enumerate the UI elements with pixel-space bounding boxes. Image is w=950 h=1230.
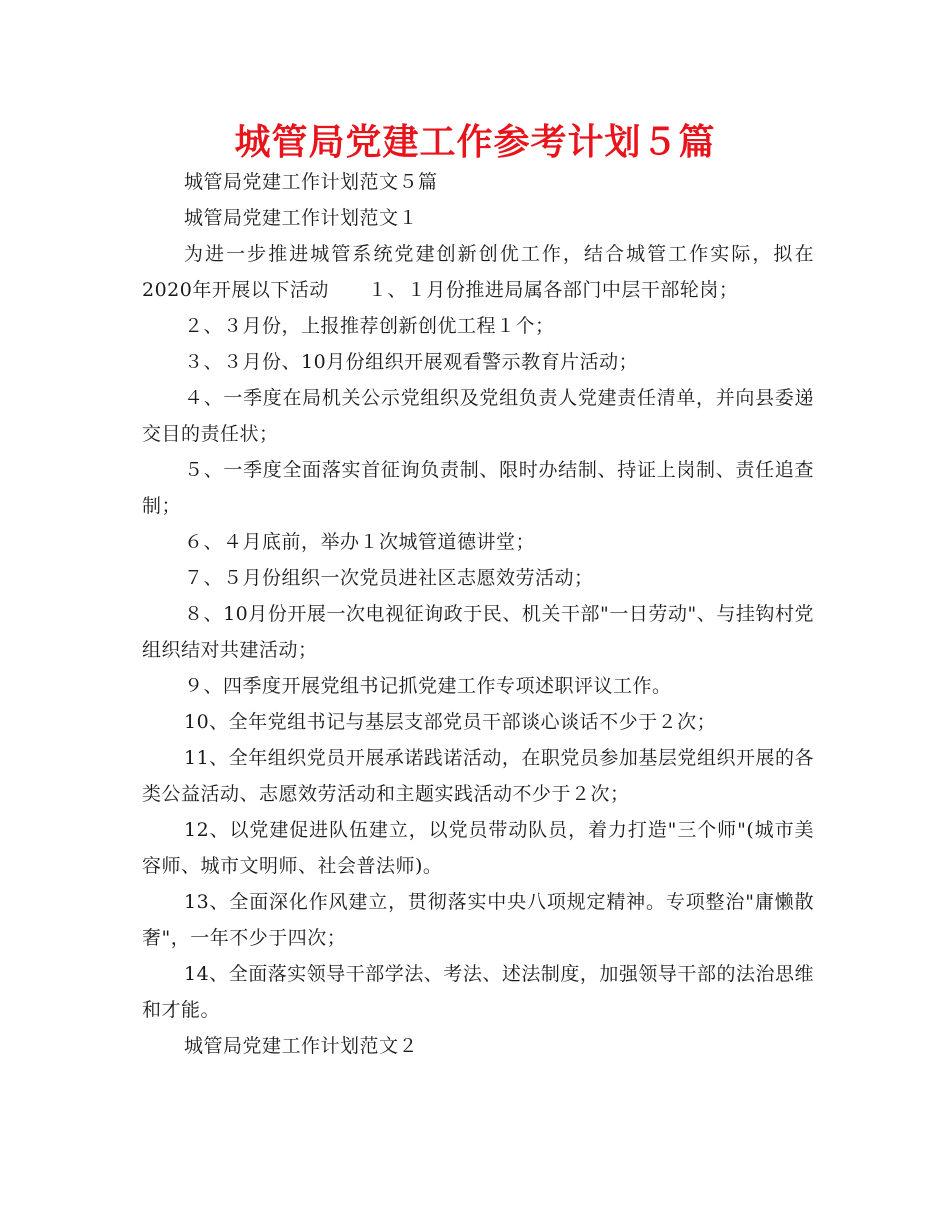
paragraph-item-14: 14、全面落实领导干部学法、考法、述法制度，加强领导干部的法治思维和才能。 (142, 963, 814, 1021)
paragraph-intro-item-1: 为进一步推进城管系统党建创新创优工作，结合城管工作实际，拟在2020年开展以下活动 １、１月份推进局属各部门中层干部轮岗； (142, 243, 814, 301)
paragraph-item-7: ７、５月份组织一次党员进社区志愿效劳活动； (184, 567, 594, 589)
paragraph-item-6: ６、４月底前，举办１次城管道德讲堂； (184, 531, 536, 553)
paragraph-item-2: ２、３月份，上报推荐创新创优工程１个； (184, 315, 555, 337)
paragraph-item-11: 11、全年组织党员开展承诺践诺活动，在职党员参加基层党组织开展的各类公益活动、志愿效劳活动和主题实践活动不少于２次； (142, 747, 814, 805)
paragraph-item-5: ５、一季度全面落实首征询负责制、限时办结制、持证上岗制、责任追查制； (142, 459, 814, 517)
paragraph-item-12: 12、以党建促进队伍建立，以党员带动队员，着力打造"三个师"(城市美容师、城市文明师、社会普法师)。 (142, 819, 814, 877)
paragraph-item-3: ３、３月份、10月份组织开展观看警示教育片活动； (184, 351, 639, 373)
paragraph-item-4: ４、一季度在局机关公示党组织及党组负责人党建责任清单，并向县委递交目的责任状； (142, 387, 814, 445)
paragraph-item-9: ９、四季度开展党组书记抓党建工作专项述职评议工作。 (184, 675, 672, 697)
paragraph-item-10: 10、全年党组书记与基层支部党员干部谈心谈话不少于２次； (184, 711, 717, 733)
paragraph-item-8: ８、10月份开展一次电视征询政于民、机关干部"一日劳动"、与挂钩村党组织结对共建活动； (142, 603, 814, 661)
paragraph-section-heading-1: 城管局党建工作计划范文１ (184, 207, 419, 229)
paragraph-section-heading-2: 城管局党建工作计划范文２ (184, 1035, 419, 1057)
paragraph-item-13: 13、全面深化作风建立，贯彻落实中央八项规定精神。专项整治"庸懒散奢"，一年不少于四次； (142, 891, 814, 949)
document-body (142, 164, 814, 1064)
paragraph-subtitle: 城管局党建工作计划范文５篇 (184, 171, 438, 193)
document-title: 城管局党建工作参考计划５篇 (234, 122, 716, 163)
